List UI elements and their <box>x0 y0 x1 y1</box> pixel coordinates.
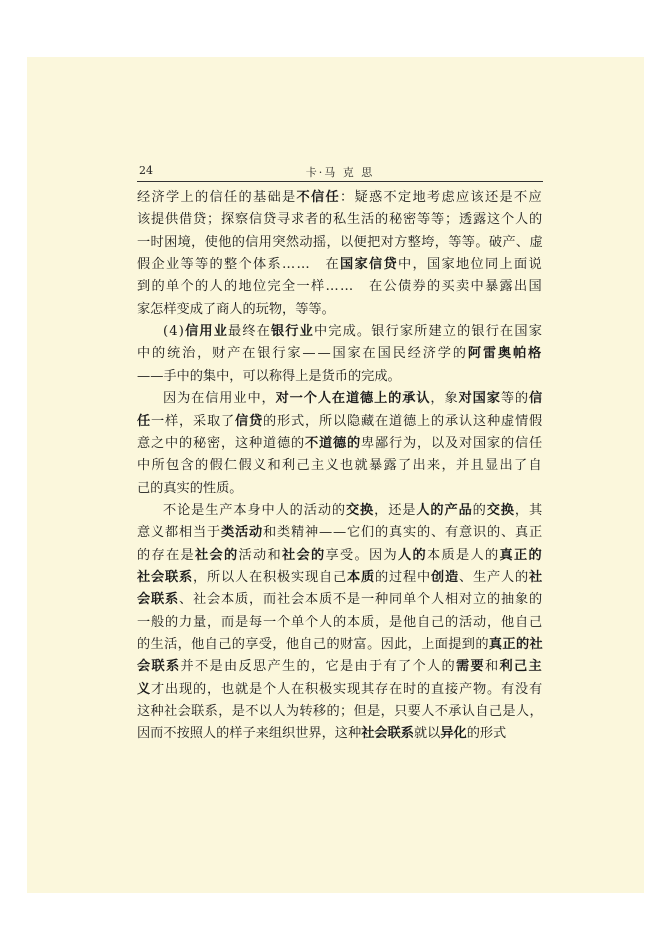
text-run: ，象 <box>430 391 459 407</box>
emphasized-text: 社 <box>529 569 543 585</box>
running-title: 卡·马 克 思 <box>305 166 375 179</box>
text-run: 经济学上的信任的基础是 <box>137 190 297 205</box>
text-line <box>137 702 543 722</box>
emphasized-text: 阿雷奥帕格 <box>467 346 544 362</box>
text-run: ：疑惑不定地考虑应该还是不应 <box>340 190 543 205</box>
emphasized-text: 银行业 <box>270 324 314 340</box>
text-line <box>137 188 543 208</box>
text-run: 的存在是 <box>137 547 195 563</box>
text-line <box>137 456 543 476</box>
text-run: 本质是人的 <box>427 547 500 563</box>
emphasized-text: 需要 <box>456 659 485 675</box>
text-line <box>137 277 543 297</box>
text-run: 该提供借贷；探察信贷寻求者的私生活的秘密等等；透露这个人的 <box>137 212 543 228</box>
emphasized-text: 国家信贷 <box>340 257 398 273</box>
text-run: 中，国家地位同上面说 <box>398 257 543 273</box>
emphasized-text: 社会的 <box>282 547 326 563</box>
text-line <box>137 233 543 253</box>
text-run: 才出现的，也就是个人在积极实现其存在时的直接产物。有没有 <box>151 681 543 697</box>
emphasized-text: 创造 <box>431 569 459 585</box>
text-line <box>137 568 543 588</box>
emphasized-text: 利己主 <box>499 659 543 675</box>
text-line <box>163 501 543 521</box>
text-line <box>137 680 543 700</box>
emphasized-text: 对一个人在道德上的承认 <box>275 391 431 407</box>
text-run: 就以 <box>413 726 441 742</box>
emphasized-text: 真正的 <box>499 547 543 563</box>
emphasized-text: 会联系 <box>137 592 179 608</box>
page-number: 24 <box>139 164 153 177</box>
text-run: 不论是生产本身中人的活动的 <box>163 502 346 518</box>
text-line <box>137 210 543 230</box>
text-run: 、社会本质，而社会本质不是一种同单个人相对立的抽象的 <box>179 592 543 608</box>
emphasized-text: 义 <box>137 681 151 697</box>
text-line <box>137 657 543 677</box>
text-line <box>137 344 543 364</box>
text-run: 的形式 <box>466 726 507 742</box>
emphasized-text: 任 <box>137 413 151 429</box>
text-run: 的形式，所以隐藏在道德上的承认这种虚情假 <box>263 413 543 429</box>
text-run: ，所以人在积极实现自己 <box>193 569 347 585</box>
emphasized-text: 本质 <box>347 569 375 585</box>
text-run: 和 <box>485 659 500 675</box>
text-run: 中完成。银行家所建立的银行在国家 <box>313 324 544 340</box>
text-run: 的生活，他自己的享受，他自己的财富。因此，上面提到的 <box>137 637 489 652</box>
text-run: 的 <box>472 502 487 518</box>
text-line <box>137 479 243 499</box>
text-run: 一样，采取了 <box>151 413 235 429</box>
text-line <box>163 322 543 342</box>
text-line <box>163 389 543 409</box>
text-run: 中所包含的假仁假义和利己主义也就暴露了出来，并且显出了自 <box>137 458 543 474</box>
text-line <box>137 546 543 566</box>
text-run: 和类精神——它们的真实的、有意识的、真正 <box>263 525 543 541</box>
text-run: ——手中的集中，可以称得上是货币的完成。 <box>137 368 401 384</box>
emphasized-text: 社会联系 <box>361 726 414 742</box>
text-run: 最终在 <box>228 324 271 340</box>
text-run: 中的统治，财产在银行家——国家在国民经济学的 <box>137 346 468 362</box>
emphasized-text: 类活动 <box>221 525 263 541</box>
text-run: 并不是由反思产生的，它是由于有了个人的 <box>180 659 456 675</box>
emphasized-text: 社会的 <box>195 547 239 563</box>
text-run: ，其 <box>514 502 544 518</box>
emphasized-text: 人的产品 <box>416 502 473 518</box>
text-run: 这种社会联系，是不以人为转移的；但是，只要人不承认自己是人， <box>137 704 543 720</box>
text-run: (4) <box>163 324 186 340</box>
text-run: 家怎样变成了商人的玩物，等等。 <box>137 301 335 317</box>
text-line <box>137 255 543 275</box>
text-run: 意之中的秘密，这种道德的 <box>137 435 305 451</box>
text-run: 的过程中 <box>375 569 431 585</box>
text-line <box>137 590 543 610</box>
emphasized-text: 社会联系 <box>137 569 193 585</box>
text-line <box>137 367 401 387</box>
emphasized-text: 交换 <box>486 502 515 518</box>
text-run: 一般的力量，而是每一个单个人的本质，是他自己的活动，他自己 <box>137 614 543 630</box>
emphasized-text: 会联系 <box>137 659 181 675</box>
text-line <box>137 613 543 633</box>
emphasized-text: 交换 <box>345 502 375 518</box>
page-header <box>137 162 543 182</box>
emphasized-text: 不信任 <box>296 190 340 205</box>
text-run: 因为在信用业中， <box>163 391 276 407</box>
emphasized-text: 真正的社 <box>488 637 544 652</box>
text-run: 己的真实的性质。 <box>137 480 243 496</box>
text-run: 到的单个的人的地位完全一样…… 在公债券的买卖中暴露出国 <box>137 279 543 295</box>
emphasized-text: 异化 <box>440 726 467 742</box>
text-run: 活动和 <box>238 547 282 563</box>
text-run: 因而不按照人的样子来组织世界，这种 <box>137 726 362 742</box>
text-run: ，还是 <box>374 502 417 518</box>
text-run: 一时困境，使他的信用突然动摇，以便把对方整垮，等等。破产、虚 <box>137 234 543 250</box>
text-run: 等的 <box>500 391 529 407</box>
text-line <box>137 523 543 543</box>
text-run: 享受。因为 <box>325 547 398 563</box>
text-run: 假企业等等的整个体系…… 在 <box>137 257 340 273</box>
emphasized-text: 人的 <box>398 547 427 563</box>
text-line <box>137 434 543 454</box>
text-line <box>137 724 506 744</box>
text-line <box>137 635 543 655</box>
text-line <box>137 412 543 432</box>
emphasized-text: 信贷 <box>235 413 263 429</box>
emphasized-text: 不道德的 <box>305 435 361 451</box>
emphasized-text: 信 <box>528 391 544 407</box>
text-run: 意义都相当于 <box>137 525 221 541</box>
text-run: 卑鄙行为，以及对国家的信任 <box>361 435 543 451</box>
text-run: 、生产人的 <box>459 569 529 585</box>
emphasized-text: 信用业 <box>185 324 229 340</box>
text-line <box>137 300 335 320</box>
emphasized-text: 对国家 <box>458 391 501 407</box>
